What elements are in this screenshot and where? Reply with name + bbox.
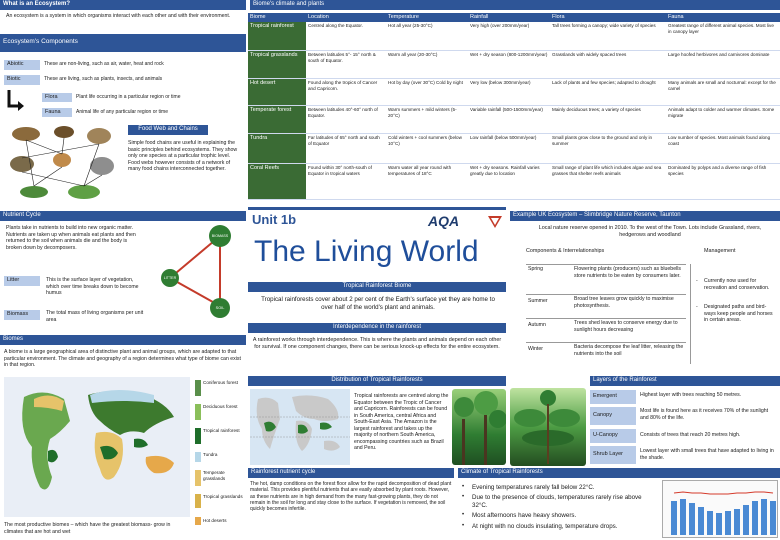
- layer-canopy: Canopy: [590, 407, 636, 425]
- litter-text: This is the surface layer of vegetation, which over time breaks down to become humus: [46, 277, 139, 296]
- management-item-1: Currently now used for recreation and conservation.: [704, 278, 770, 291]
- table-row: [248, 79, 780, 106]
- legend-tundra: Tundra: [203, 452, 218, 457]
- rainforest-layers-illustration: [510, 388, 586, 466]
- rainforest-nutrient-header: Rainforest nutrient cycle: [248, 468, 454, 478]
- fauna-label: Fauna: [42, 108, 72, 117]
- biotic-text: These are living, such as plants, insects, and animals: [44, 76, 163, 82]
- table-cell: Found within 30° north-south of Equator in tropical waters: [306, 164, 386, 200]
- table-cell: Very high (over 200mm/year): [468, 22, 550, 51]
- table-cell: Far latitudes of 65° north and south of Equator: [306, 134, 386, 164]
- biome-legend: [195, 380, 250, 523]
- table-cell: Found along the tropics of Cancer and Capricorn.: [306, 79, 386, 106]
- biomes-text: A biome is a large geographical area of distinctive plant and animal groups, which are adapted to that particular environment. The climate and geography of a region determines what type of biome can exist in that region.: [4, 349, 241, 368]
- table-cell: Hot by day (over 30°C) Cold by night: [386, 79, 468, 106]
- what-is-ecosystem-header: What is an Ecosystem?: [0, 0, 246, 10]
- season-winter-text: Bacteria decompose the leaf litter, releasing the nutrients into the soil: [574, 344, 684, 357]
- climate-table-header: Biome's climate and plants: [250, 0, 780, 10]
- components-interrelationships-header: Components & Interrelationships: [526, 248, 605, 254]
- col-temperature: Temperature: [386, 13, 468, 22]
- col-flora: Flora: [550, 13, 666, 22]
- food-web-text: Simple food chains are useful in explaining the basic principles behind ecosystems. They show only one species at a particular trophic level. Food webs however consists of a network of many food chains interconnected together.: [128, 140, 238, 172]
- legend-swatch-tundra: [195, 452, 201, 462]
- table-cell: Small range of plant life which includes algae and sea grasses that shelter reefs animals: [550, 164, 666, 200]
- flora-label: Flora: [42, 93, 72, 102]
- soil-node-label: SOIL: [215, 306, 225, 310]
- components-header: Ecosystem's Components: [0, 34, 246, 52]
- table-cell: Between latitudes 5°- 15° north & south of Equator.: [306, 51, 386, 79]
- biotic-label: Biotic: [4, 75, 40, 85]
- abiotic-text: These are non-living, such as air, water, heat and rock: [44, 61, 164, 67]
- table-cell: Tundra: [248, 134, 306, 164]
- interdependence-text: A rainforest works through interdependence. This is where the plants and animals depend on each other for survival. If one component changes, there can be serious knock-up effects for the entire ecosystem.: [252, 337, 502, 350]
- climate-bullet-3: Most afternoons have heavy showers.: [472, 512, 577, 519]
- rainforest-biome-text: Tropical rainforests cover about 2 per cent of the Earth's surface yet they are home to over half of the world's plant and animals.: [261, 296, 495, 311]
- layer-shrub: Shrub Layer: [590, 446, 636, 464]
- rainforest-nutrient-text: The hot, damp conditions on the forest floor allow for the rapid decomposition of dead plant material. This provides plentiful nutrients that are easily absorbed by plant roots. However, as these nutrients are in high demand from the many fast-growing plants, they do not remain in the soil for long and stay close to the surface. If vegetation is removed, the soil quickly becomes infertile.: [250, 481, 452, 512]
- climate-bullet-2: Due to the presence of clouds, temperatures rarely rise above 32°C.: [472, 494, 642, 509]
- table-cell: Hot desert: [248, 79, 306, 106]
- biomass-label: Biomass: [4, 310, 40, 320]
- biomes-footer: The most productive biomes – which have the greatest biomass- grow in climates that are hot and wet: [4, 522, 171, 535]
- table-cell: Very low (below 300mm/year): [468, 79, 550, 106]
- table-cell: Centred along the Equator.: [306, 22, 386, 51]
- table-cell: Warm water all year round with temperatures of 18°C: [386, 164, 468, 200]
- biomass-node-label: BIOMASS: [211, 234, 229, 238]
- food-web-header: Food Web and Chains: [128, 125, 208, 135]
- season-summer-text: Broad tree leaves grow quickly to maximise photosynthesis.: [574, 296, 674, 309]
- layer-emergent-text: Highest layer with trees reaching 50 metres.: [640, 392, 742, 398]
- abiotic-label: Abiotic: [4, 60, 40, 70]
- flora-text: Plant life occurring in a particular region or time: [76, 94, 181, 100]
- legend-deciduous: Deciduous forest: [203, 404, 238, 409]
- col-fauna: Fauna: [666, 13, 780, 22]
- climate-bullet-4: At night with no clouds insulating, temperature drops.: [472, 523, 618, 530]
- table-cell: Tall trees forming a canopy; wide variety of species: [550, 22, 666, 51]
- legend-temperate-grasslands: Temperate grasslands: [203, 470, 226, 481]
- table-cell: Coral Reefs: [248, 164, 306, 200]
- legend-swatch-tropical-grass: [195, 494, 201, 508]
- col-rainfall: Rainfall: [468, 13, 550, 22]
- layer-u-canopy: U-Canopy: [590, 429, 636, 443]
- table-cell: Many animals are small and nocturnal: except for the camel: [666, 79, 780, 106]
- nutrient-cycle-diagram: [148, 222, 246, 330]
- rainforest-climate-header: Climate of Tropical Rainforests: [458, 468, 780, 478]
- legend-coniferous: Coniferous forest: [203, 380, 238, 385]
- case-study-intro: Local nature reserve opened in 2010. To the west of the Town. Lots include Grassland, rivers, hedgerows and woodland: [538, 225, 762, 238]
- management-header: Management: [704, 248, 736, 254]
- table-cell: Wet + dry season (800-1200mm/year): [468, 51, 550, 79]
- layer-u-canopy-text: Consists of trees that reach 20 metres high.: [640, 432, 741, 438]
- ecosystem-definition: An ecosystem is a system in which organisms interact with each other and with their environment.: [6, 13, 231, 19]
- table-cell: Warm all year (20-30°C): [386, 51, 468, 79]
- seasons-table: [526, 264, 686, 364]
- legend-hot-deserts: Hot deserts: [203, 518, 227, 523]
- table-cell: Lack of plants and few species; adapted to drought: [550, 79, 666, 106]
- table-row: [248, 51, 780, 79]
- case-study-header: Example UK Ecosystem – Slimbridge Nature Reserve, Taunton: [510, 211, 780, 221]
- biome-table: [248, 13, 780, 200]
- table-cell: Warm summers + mild winters (5-20°C): [386, 106, 468, 134]
- table-row: [248, 134, 780, 164]
- season-autumn: Autumn: [528, 322, 546, 328]
- legend-swatch-hot-desert: [195, 517, 201, 525]
- biomes-header: Biomes: [0, 335, 246, 345]
- season-winter: Winter: [528, 346, 543, 352]
- table-cell: Low number of species. Most animals found along coast: [666, 134, 780, 164]
- nutrient-cycle-text: Plants take in nutrients to build into new organic matter. Nutrients are taken up when animals eat plants and then returned to the soil when animals die and the body is broken down by decomposers.: [6, 225, 136, 251]
- table-cell: Large hoofed herbivores and carnivores dominate: [666, 51, 780, 79]
- layer-emergent: Emergent: [590, 390, 636, 404]
- table-cell: Low rainfall (below 500mm/year): [468, 134, 550, 164]
- climate-bullet-1: Evening temperatures rarely fall below 22°C.: [472, 484, 595, 491]
- table-cell: Dominated by polyps and a diverse range of fish species: [666, 164, 780, 200]
- legend-swatch-rainforest: [195, 428, 201, 444]
- season-summer: Summer: [528, 298, 548, 304]
- unit-label: Unit 1b: [252, 212, 297, 227]
- biomass-text: The total mass of living organisms per unit area: [46, 310, 144, 323]
- nutrient-cycle-header: Nutrient Cycle: [0, 211, 246, 221]
- legend-rainforest: Tropical rainforest: [203, 428, 240, 433]
- food-web-illustration: [4, 120, 124, 202]
- fauna-text: Animal life of any particular region or time: [76, 109, 168, 115]
- biome-table-header-row: [248, 13, 780, 22]
- aqa-logo: AQA: [428, 213, 460, 229]
- table-cell: Small plants grow close to the ground and only in summer: [550, 134, 666, 164]
- table-cell: Mainly deciduous trees; a variety of species: [550, 106, 666, 134]
- legend-swatch-deciduous: [195, 404, 201, 420]
- page-title: The Living World: [254, 235, 479, 268]
- distribution-text: Tropical rainforests are centred along the Equator between the Tropic of Cancer and Capricorn. Rainforests can be found in South America, central Africa and South-East Asia. The Amazon is the largest rainforest and takes up the majority of northern South America, encompassing countries such as Brazil and Peru.: [354, 393, 449, 451]
- table-cell: Variable rainfall (500-1500mm/year): [468, 106, 550, 134]
- table-cell: Tropical grasslands: [248, 51, 306, 79]
- layer-shrub-text: Lowest layer with small trees that have adapted to living in the shade.: [640, 448, 774, 461]
- col-biome: Biome: [248, 13, 306, 22]
- legend-swatch-temperate-grass: [195, 470, 201, 486]
- rainforest-biome-header: Tropical Rainforest Biome: [248, 282, 506, 292]
- layers-header: Layers of the Rainforest: [590, 376, 780, 386]
- table-cell: Temperate forest: [248, 106, 306, 134]
- litter-node-label: LITTER: [163, 276, 177, 280]
- arrow-icon: [6, 88, 26, 114]
- table-cell: Animals adapt to colder and warmer climates. Some migrate: [666, 106, 780, 134]
- table-row: [248, 22, 780, 51]
- table-cell: Cold winters + cool summers (below 10°C): [386, 134, 468, 164]
- climate-graph: [662, 480, 778, 538]
- litter-label: Litter: [4, 276, 40, 286]
- rainforest-distribution-map: [250, 389, 350, 465]
- table-cell: Tropical rainforest: [248, 22, 306, 51]
- management-item-2: Designated paths and bird-ways keep people and horses in certain areas.: [704, 304, 773, 323]
- table-cell: Between latitudes 40°-60° north of Equator.: [306, 106, 386, 134]
- col-location: Location: [306, 13, 386, 22]
- table-cell: Grasslands with widely spaced trees: [550, 51, 666, 79]
- title-block: [248, 207, 506, 281]
- biome-world-map: [4, 377, 190, 517]
- distribution-header: Distribution of Tropical Rainforests: [248, 376, 506, 386]
- legend-tropical-grasslands: Tropical grasslands: [203, 494, 243, 499]
- season-spring: Spring: [528, 266, 543, 272]
- table-row: [248, 106, 780, 134]
- table-row: [248, 164, 780, 200]
- table-cell: Wet + dry seasons. Rainfall varies greatly due to location: [468, 164, 550, 200]
- table-cell: Hot all year (25-30°C): [386, 22, 468, 51]
- season-spring-text: Flowering plants (producers) such as bluebells store nutrients to be eaten by consumers later.: [574, 266, 681, 279]
- legend-swatch-coniferous: [195, 380, 201, 396]
- table-cell: Greatest range of different animal species. Most live in canopy layer: [666, 22, 780, 51]
- season-autumn-text: Trees shed leaves to conserve energy due to sunlight hours decreasing: [574, 320, 678, 333]
- interdependence-header: Interdependence in the rainforest: [248, 323, 506, 333]
- aqa-logo-mark-icon: [486, 212, 504, 230]
- layer-canopy-text: Most life is found here as it receives 70% of the sunlight and 80% of the life.: [640, 408, 769, 421]
- rainforest-photo: [452, 389, 506, 465]
